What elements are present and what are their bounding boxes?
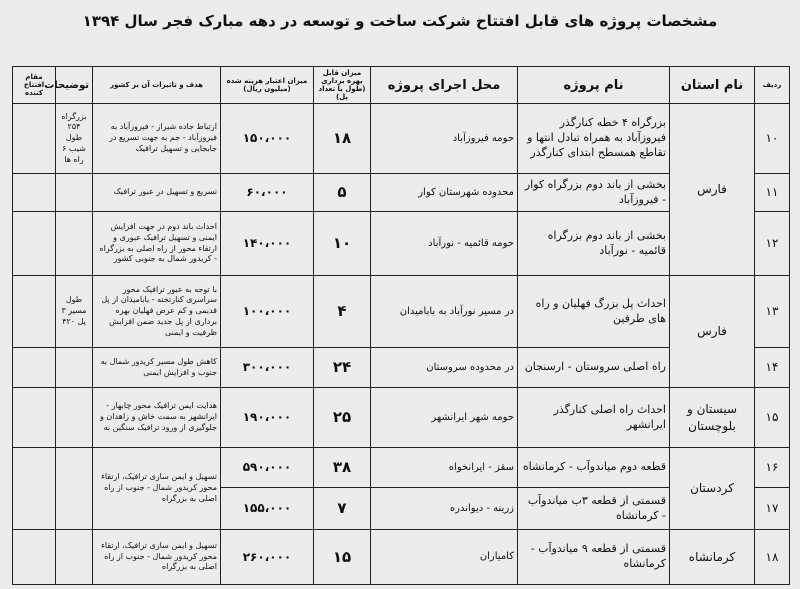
project-location: حومه شهر ایرانشهر xyxy=(371,388,518,448)
row-number: ۱۵ xyxy=(755,388,790,448)
province-cell: سیستان و بلوچستان xyxy=(670,388,755,448)
project-notes xyxy=(56,212,93,276)
projects-table xyxy=(12,66,790,585)
project-location: در مسیر نورآباد به بابامیدان xyxy=(371,276,518,348)
project-length: ۱۰ xyxy=(314,212,371,276)
project-location: در محدوده سروستان xyxy=(371,348,518,388)
project-notes xyxy=(56,174,93,212)
project-goals: با توجه به عبور ترافیک محور سراسری کنارتخته - بابامیدان از پل قدیمی و کم عرض فهلیان بهره برداری از پل جدید ضمن افزایش ظرفیت و ایمنی xyxy=(93,276,221,348)
project-location: کامیاران xyxy=(371,530,518,585)
project-length: ۳۸ xyxy=(314,448,371,488)
project-notes: بزرگراه ۲۵۴ طول شیب ۶ راه ها xyxy=(56,104,93,174)
project-name: قسمتی از قطعه ۳ب میاندوآب - کرمانشاه xyxy=(518,488,670,530)
project-notes xyxy=(56,388,93,448)
header-notes: توضیحات xyxy=(56,67,93,104)
row-number: ۱۴ xyxy=(755,348,790,388)
province-cell: فارس xyxy=(670,104,755,276)
project-cost: ۱۰۰،۰۰۰ xyxy=(221,276,314,348)
project-name: بزرگراه ۴ خطه کنارگذر فیروزآباد به همراه تبادل انتها و تقاطع همسطح ابتدای کنارگذر xyxy=(518,104,670,174)
header-length: میزان قابل بهره برداری (طول یا تعداد پل) xyxy=(314,67,371,104)
project-name: احداث پل بزرگ فهلیان و راه های طرفین xyxy=(518,276,670,348)
project-location: زرینه - دیواندره xyxy=(371,488,518,530)
project-length: ۵ xyxy=(314,174,371,212)
project-goals: تسریع و تسهیل در عبور ترافیک xyxy=(93,174,221,212)
project-name: راه اصلی سروستان - ارسنجان xyxy=(518,348,670,388)
inaugurator-cell xyxy=(13,276,56,348)
table-row xyxy=(13,104,790,174)
header-province: نام استان xyxy=(670,67,755,104)
inaugurator-cell xyxy=(13,348,56,388)
project-goals: تسهیل و ایمن سازی ترافیک، ارتقاء محور کریدور شمال - جنوب از راه اصلی به بزرگراه xyxy=(93,448,221,530)
inaugurator-cell xyxy=(13,174,56,212)
header-inaugurator: مقام افتتاح کننده xyxy=(13,67,56,104)
table-row xyxy=(13,276,790,348)
project-cost: ۱۵۰،۰۰۰ xyxy=(221,104,314,174)
project-location: حومه قائمیه - نورآباد xyxy=(371,212,518,276)
province-cell: فارس xyxy=(670,276,755,388)
header-cost: میزان اعتبار هزینه شده (میلیون ریال) xyxy=(221,67,314,104)
project-notes xyxy=(56,348,93,388)
project-length: ۲۵ xyxy=(314,388,371,448)
document-title: مشخصات پروژه های قابل افتتاح شرکت ساخت و توسعه در دهه مبارک فجر سال ۱۳۹۴ xyxy=(82,12,718,30)
header-row-number: ردیف xyxy=(755,67,790,104)
row-number: ۱۷ xyxy=(755,488,790,530)
table-header-row xyxy=(13,67,790,104)
project-notes: طول مسیر ۳ پل ۴۲۰ xyxy=(56,276,93,348)
inaugurator-cell xyxy=(13,530,56,585)
project-length: ۲۴ xyxy=(314,348,371,388)
project-location: حومه فیروزآباد xyxy=(371,104,518,174)
project-notes xyxy=(56,530,93,585)
project-length: ۱۵ xyxy=(314,530,371,585)
project-location: سقز - ایرانخواه xyxy=(371,448,518,488)
header-location: محل اجرای پروژه xyxy=(371,67,518,104)
row-number: ۱۲ xyxy=(755,212,790,276)
row-number: ۱۰ xyxy=(755,104,790,174)
project-cost: ۵۹۰،۰۰۰ xyxy=(221,448,314,488)
project-location: محدوده شهرستان کوار xyxy=(371,174,518,212)
project-cost: ۱۵۵،۰۰۰ xyxy=(221,488,314,530)
inaugurator-cell xyxy=(13,448,56,530)
project-length: ۱۸ xyxy=(314,104,371,174)
row-number: ۱۶ xyxy=(755,448,790,488)
province-cell: کردستان xyxy=(670,448,755,530)
project-name: قسمتی از قطعه ۹ میاندوآب - کرمانشاه xyxy=(518,530,670,585)
row-number: ۱۱ xyxy=(755,174,790,212)
project-name: احداث راه اصلی کنارگذر ایرانشهر xyxy=(518,388,670,448)
inaugurator-cell xyxy=(13,388,56,448)
row-number: ۱۸ xyxy=(755,530,790,585)
province-cell: کرمانشاه xyxy=(670,530,755,585)
project-cost: ۳۰۰،۰۰۰ xyxy=(221,348,314,388)
project-cost: ۶۰،۰۰۰ xyxy=(221,174,314,212)
project-goals: تسهیل و ایمن سازی ترافیک، ارتقاء محور کریدور شمال - جنوب از راه اصلی به بزرگراه xyxy=(93,530,221,585)
project-cost: ۱۴۰،۰۰۰ xyxy=(221,212,314,276)
project-notes xyxy=(56,448,93,530)
project-name: قطعه دوم میاندوآب - کرمانشاه xyxy=(518,448,670,488)
project-goals: هدایت ایمن ترافیک محور چابهار - ایرانشهر به سمت خاش و زاهدان و جلوگیری از ورود ترافیک سنگین به xyxy=(93,388,221,448)
project-goals: ارتباط جاده شیراز - فیروزآباد به فیروزآباد - جم به جهت تسریع در جابجایی و تسهیل ترافیک xyxy=(93,104,221,174)
inaugurator-cell xyxy=(13,212,56,276)
row-number: ۱۳ xyxy=(755,276,790,348)
header-project-name: نام پروژه xyxy=(518,67,670,104)
project-cost: ۱۹۰،۰۰۰ xyxy=(221,388,314,448)
project-cost: ۲۶۰،۰۰۰ xyxy=(221,530,314,585)
project-length: ۷ xyxy=(314,488,371,530)
inaugurator-cell xyxy=(13,104,56,174)
project-goals: احداث باند دوم در جهت افزایش ایمنی و تسهیل ترافیک عبوری و ارتقاء محور از راه اصلی به بزرگراه - کریدور شمال به جنوبی کشور xyxy=(93,212,221,276)
header-goals: هدف و تاثیرات آن بر کشور xyxy=(93,67,221,104)
project-goals: کاهش طول مسیر کریدور شمال به جنوب و افزایش ایمنی xyxy=(93,348,221,388)
table-row xyxy=(13,530,790,585)
project-length: ۴ xyxy=(314,276,371,348)
table-row xyxy=(13,388,790,448)
project-name: بخشی از باند دوم بزرگراه قائمیه - نورآباد xyxy=(518,212,670,276)
table-row xyxy=(13,448,790,488)
project-name: بخشی از باند دوم بزرگراه کوار - فیروزآباد xyxy=(518,174,670,212)
